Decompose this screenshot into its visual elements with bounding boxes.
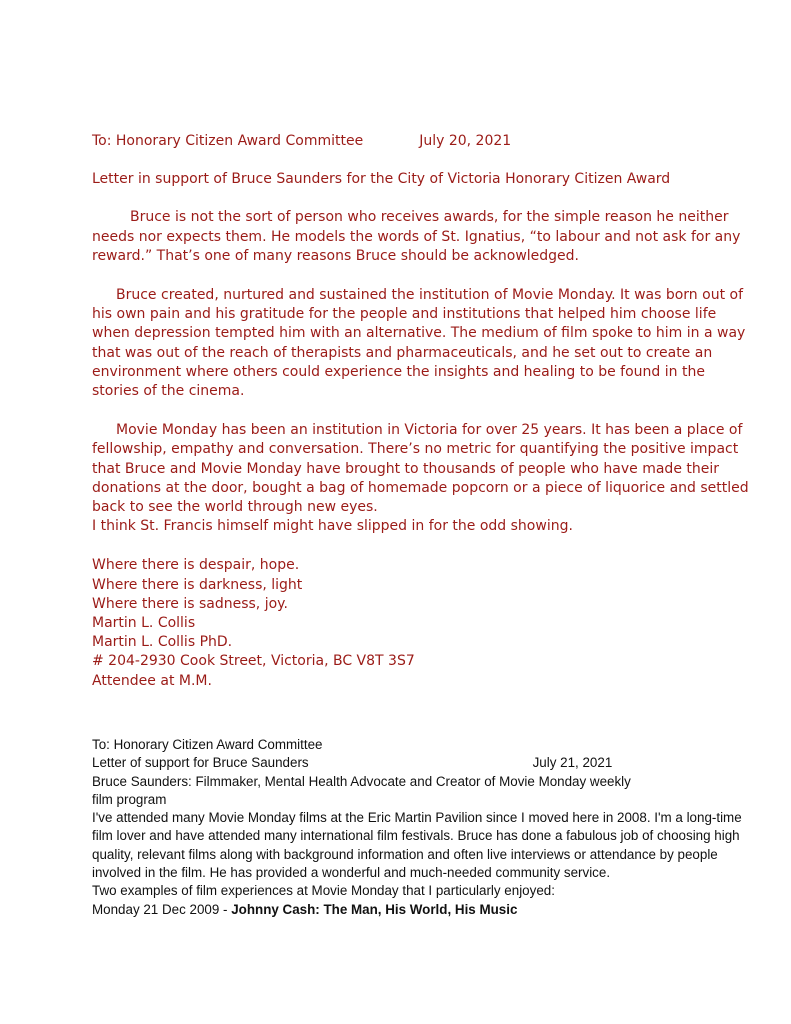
signature: Martin L. Collis [92, 615, 196, 632]
signer-address: # 204-2930 Cook Street, Victoria, BC V8T 3S7 [92, 653, 415, 670]
prayer-line-3: Where there is sadness, joy. [92, 595, 288, 612]
letter2-date: July 21, 2021 [532, 755, 613, 771]
letter1-subject: Letter in support of Bruce Saunders for the City of Victoria Honorary Citizen Award [92, 171, 671, 188]
example1-title: Johnny Cash: The Man, His World, His Music [231, 901, 518, 917]
letter1-date: July 20, 2021 [419, 133, 512, 149]
letter2-support-line: Letter of support for Bruce Saunders [92, 755, 309, 771]
letter2-support-row [92, 754, 762, 772]
letter2-subject-line-2: film program [92, 791, 167, 807]
letter-second [92, 736, 762, 919]
letter2-examples-intro: Two examples of film experiences at Movie Monday that I particularly enjoyed: [92, 883, 555, 899]
signer-name: Martin L. Collis PhD. [92, 634, 233, 651]
letter2-body: I've attended many Movie Monday films at the Eric Martin Pavilion since I moved here in 2008. I'm a long-time film lover and have attended many international film festivals. Bruce has done a fabulous job of choosing high quality, relevant films along with background information and often live interviews or attendance by people involved in the film. He has provided a wonderful and much-needed community service. [92, 810, 742, 881]
example1-date: Monday 21 Dec 2009 - [92, 901, 232, 917]
letter1-paragraph-2: Bruce created, nurtured and sustained the institution of Movie Monday. It was born out of his own pain and his gratitude for the people and institutions that helped him choose life when depression tempted him with an alternative. The medium of film spoke to him in a way that was out of the reach of therapists and pharmaceuticals, and he set out to create an environment where others could experience the insights and healing to be found in the stories of the cinema. [92, 287, 746, 400]
letter1-recipient: To: Honorary Citizen Award Committee [92, 133, 364, 149]
letter2-example-1 [92, 901, 762, 919]
prayer-line-1: Where there is despair, hope. [92, 557, 300, 574]
letter1-header-row [92, 132, 752, 151]
letter2-recipient: To: Honorary Citizen Award Committee [92, 737, 323, 752]
letter1-paragraph-1: Bruce is not the sort of person who receives awards, for the simple reason he neither needs nor expects them. He models the words of St. Ignatius, “to labour and not ask for any reward.” That’s one of many reasons Bruce should be acknowledged. [92, 209, 741, 264]
prayer-line-2: Where there is darkness, light [92, 576, 303, 593]
letter1-francis-line: I think St. Francis himself might have slipped in for the odd showing. [92, 518, 573, 535]
signer-role: Attendee at M.M. [92, 672, 212, 689]
letter2-subject-line-1: Bruce Saunders: Filmmaker, Mental Health Advocate and Creator of Movie Monday weekly [92, 773, 631, 789]
letter1-paragraph-3: Movie Monday has been an institution in Victoria for over 25 years. It has been a place of fellowship, empathy and conversation. There’s no metric for quantifying the positive impact that Bruce and Movie Monday have brought to thousands of people who have made their donations at the door, bought a bag of homemade popcorn or a piece of liquorice and settled back to see the world through new eyes. [92, 422, 749, 516]
letter-collis [92, 132, 752, 691]
